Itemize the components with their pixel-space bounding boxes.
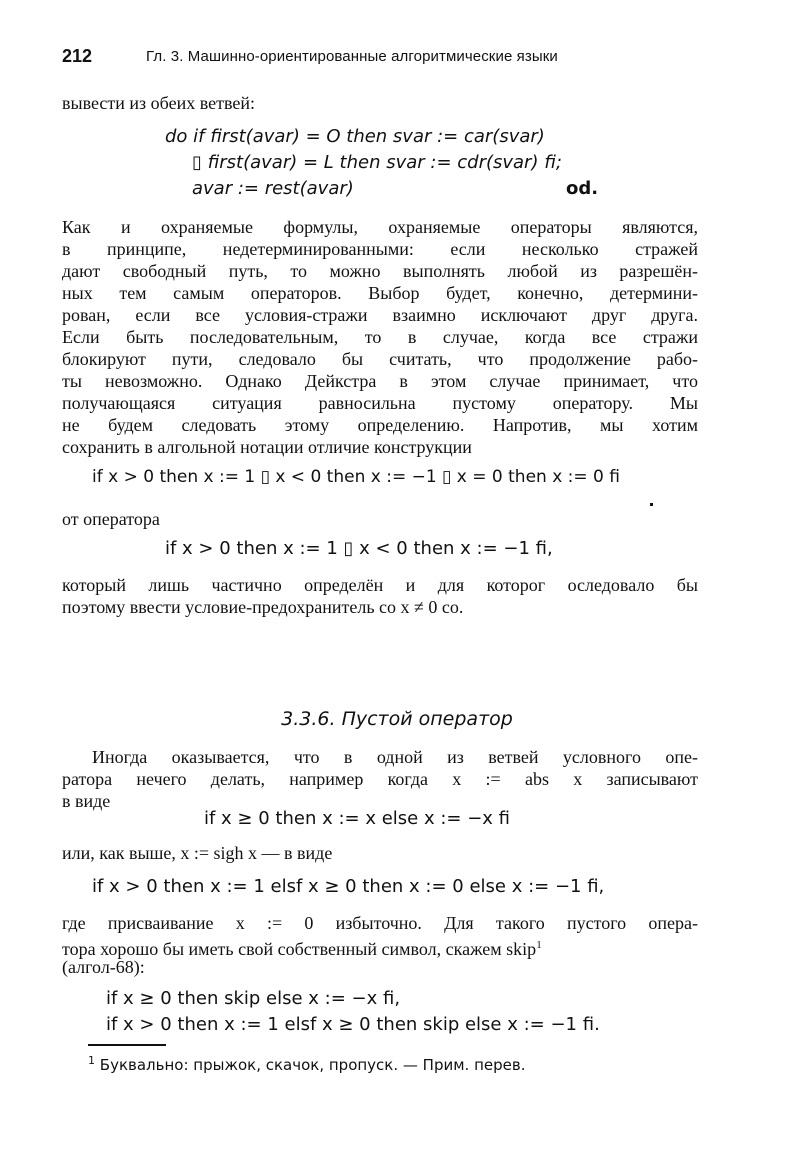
paragraph-text: тора хорошо бы иметь свой собственный символ, скажем skip bbox=[62, 939, 537, 959]
formula-5: if x ≥ 0 then skip else x := −x fi, bbox=[106, 988, 401, 1009]
code-line-3-left: avar := rest(avar) bbox=[192, 178, 354, 199]
lead-in-text: вывести из обеих ветвей: bbox=[62, 93, 255, 113]
footnote-number: 1 bbox=[88, 1054, 95, 1067]
paragraph-line: ты невозможно. Однако Дейкстра в этом случае принимает, что bbox=[62, 371, 698, 391]
page-number: 212 bbox=[62, 46, 93, 66]
footnote bbox=[88, 1054, 525, 1074]
paragraph-line: ратора нечего делать, например когда x := abs x записывают bbox=[62, 769, 698, 789]
paragraph-line: дают свободный путь, то можно выполнять любой из разрешён- bbox=[62, 261, 698, 281]
section-title: 3.3.6. Пустой оператор bbox=[281, 708, 513, 730]
speck bbox=[650, 503, 653, 506]
footnote-rule bbox=[88, 1044, 166, 1046]
paragraph-line: сохранить в алгольной нотации отличие конструкции bbox=[62, 437, 472, 457]
paragraph-line: Если быть последовательным, то в случае, когда все стражи bbox=[62, 327, 698, 347]
page-header bbox=[62, 40, 702, 70]
paragraph-line: Как и охраняемые формулы, охраняемые операторы являются, bbox=[62, 217, 698, 237]
paragraph-line: в виде bbox=[62, 791, 111, 811]
paragraph-line: где присваивание x := 0 избыточно. Для такого пустого опера- bbox=[62, 913, 698, 933]
code-line-1: do if first(avar) = O then svar := car(svar) bbox=[165, 126, 545, 147]
formula-3: if x ≥ 0 then x := x else x := −x fi bbox=[204, 808, 510, 829]
paragraph-line: поэтому ввести условие-предохранитель co x ≠ 0 co. bbox=[62, 597, 464, 617]
code-line-2: ▯ first(avar) = L then svar := cdr(svar) fi; bbox=[192, 152, 562, 173]
between-text-1: от оператора bbox=[62, 509, 160, 529]
footnote-text: Буквально: прыжок, скачок, пропуск. — Прим. перев. bbox=[99, 1056, 526, 1074]
paragraph-line: ных тем самым операторов. Выбор будет, конечно, детермини- bbox=[62, 283, 698, 303]
formula-2: if x > 0 then x := 1 ▯ x < 0 then x := −1 fi, bbox=[165, 538, 553, 559]
code-line-3-right: od. bbox=[566, 178, 599, 199]
paragraph-line: который лишь частично определён и для которог оследовало бы bbox=[62, 575, 698, 595]
paragraph-line: в принципе, недетерминированными: если несколько стражей bbox=[62, 239, 698, 259]
paragraph-line: не будем следовать этому определению. Напротив, мы хотим bbox=[62, 415, 698, 435]
paragraph-line: получающаяся ситуация равносильна пустому оператору. Мы bbox=[62, 393, 698, 413]
footnote-marker: 1 bbox=[536, 939, 542, 951]
paragraph-line: блокируют пути, следовало бы считать, что продолжение рабо- bbox=[62, 349, 698, 369]
paragraph-line: (алгол-68): bbox=[62, 957, 145, 977]
formula-1: if x > 0 then x := 1 ▯ x < 0 then x := −1 ▯ x = 0 then x := 0 fi bbox=[92, 467, 620, 487]
paragraph-line: рован, если все условия-стражи взаимно исключают друг друга. bbox=[62, 305, 698, 325]
running-head: Гл. 3. Машинно-ориентированные алгоритмические языки bbox=[146, 48, 558, 65]
between-text-2: или, как выше, x := sigh x — в виде bbox=[62, 843, 333, 863]
paragraph-line: Иногда оказывается, что в одной из ветвей условного опе- bbox=[92, 747, 698, 767]
formula-4: if x > 0 then x := 1 elsf x ≥ 0 then x := 0 else x := −1 fi, bbox=[92, 876, 605, 897]
formula-6: if x > 0 then x := 1 elsf x ≥ 0 then skip else x := −1 fi. bbox=[106, 1014, 600, 1035]
